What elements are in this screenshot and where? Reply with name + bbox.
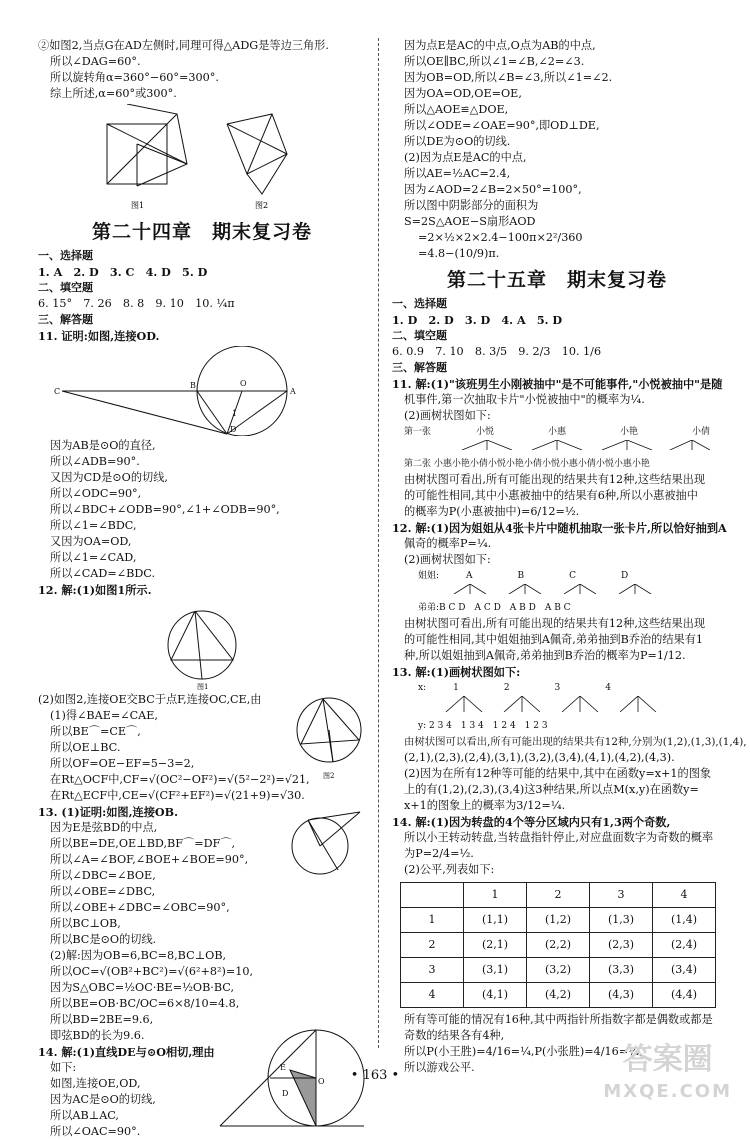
question-line: 12. 解:(1)如图1所示.	[38, 583, 152, 597]
table-cell: 4	[653, 883, 716, 908]
text-line: 所以图中阴影部分的面积为	[404, 199, 539, 212]
text-line: 因为OB=OD,所以∠B=∠3,所以∠1=∠2.	[404, 71, 613, 84]
table-cell: (3,1)	[464, 958, 527, 983]
text-line: 因为点E是AC的中点,O点为AB的中点,	[404, 39, 596, 52]
svg-text:O: O	[318, 1077, 325, 1086]
text-line: 所以BC是⊙O的切线.	[50, 933, 157, 946]
text-line: 所以AB⊥AC,	[50, 1109, 119, 1122]
section-heading: 一、选择题	[392, 297, 447, 310]
tree-row: x: 1 2 3 4	[418, 683, 612, 693]
text-line: 所以游戏公平.	[404, 1061, 475, 1074]
text-line: x+1的图象上的概率为3/12=¼.	[404, 799, 566, 812]
section-heading: 三、解答题	[392, 361, 447, 374]
text-line: 所以∠BDC+∠ODB=90°,∠1+∠ODB=90°,	[50, 503, 280, 516]
text-line: =4.8−(10/9)π.	[418, 247, 500, 260]
table-cell: (1,1)	[464, 908, 527, 933]
text-line: 如下:	[50, 1061, 77, 1074]
svg-text:E: E	[280, 1063, 286, 1072]
text-line: 因为E是弦BD的中点,	[50, 821, 158, 834]
table-cell: 2	[527, 883, 590, 908]
tree-diagram	[392, 680, 722, 734]
text-line: (1)得∠BAE=∠CAE,	[50, 709, 158, 722]
right-column	[392, 38, 747, 1076]
text-line: 所以∠1=∠BDC,	[50, 519, 137, 532]
text-line: 所以∠DAG=60°.	[50, 55, 141, 68]
text-line: 所以△AOE≌△DOE,	[404, 103, 509, 116]
text-line: 所以OF=OE−EF=5−3=2,	[50, 757, 195, 770]
table-cell: (1,4)	[653, 908, 716, 933]
q12-part2	[38, 692, 366, 804]
text-line: 的可能性相同,其中姐姐抽到A佩奇,弟弟抽到B乔治的结果有1	[404, 633, 704, 646]
text-line: (2,1),(2,3),(2,4),(3,1),(3,2),(3,4),(4,1),(4,2),(4,3).	[404, 751, 675, 764]
text-line: 因为AC是⊙O的切线,	[50, 1093, 156, 1106]
question-line: 11. 解:(1)"该班男生小刚被抽中"是不可能事件,"小悦被抽中"是随	[392, 377, 723, 391]
table-cell: (4,1)	[464, 983, 527, 1008]
q14-block	[38, 1044, 366, 1140]
text-line: 所以OC=√(OB²+BC²)=√(6²+8²)=10,	[50, 965, 254, 978]
inscribed-triangle-figure	[157, 600, 247, 690]
svg-text:D: D	[230, 425, 237, 434]
tree-branches	[392, 440, 712, 450]
text-line: 机事件,第一次抽取卡片"小悦被抽中"的概率为¼.	[404, 393, 645, 406]
text-line: (2)如图2,连接OE交BC于点F,连接OC,CE,由	[38, 693, 262, 706]
table-cell: 4	[401, 983, 464, 1008]
text-line: =2×½×2×2.4−100π×2²/360	[418, 231, 583, 244]
text-line: (2)解:因为OB=6,BC=8,BC⊥OB,	[50, 949, 227, 962]
circle-tangent-figure	[52, 346, 352, 436]
text-line: 如图,连接OE,OD,	[50, 1077, 141, 1090]
table-cell: 1	[401, 908, 464, 933]
table-cell: (2,1)	[464, 933, 527, 958]
text-line: 所以AE=½AC=2.4,	[404, 167, 511, 180]
question-line: 13. (1)证明:如图,连接OB.	[38, 805, 178, 819]
watermark-text: 答案圈	[622, 1042, 713, 1077]
table-cell: (4,3)	[590, 983, 653, 1008]
chapter-title: 第二十四章 期末复习卷	[91, 221, 312, 243]
text-line: 所以∠ODC=90°,	[50, 487, 142, 500]
rotation-figures	[87, 104, 317, 214]
circle-chord-figure	[293, 692, 365, 780]
text-line: 所以OE⊥BC.	[50, 741, 121, 754]
table-cell: (1,3)	[590, 908, 653, 933]
tree-diagram	[392, 568, 722, 616]
table-cell: (2,4)	[653, 933, 716, 958]
table-cell: (1,2)	[527, 908, 590, 933]
text-line: 即弦BD的长为9.6.	[50, 1029, 145, 1042]
text-line: 在Rt△ECF中,CE=√(CF²+EF²)=√(21+9)=√30.	[50, 789, 305, 802]
tree-row: y: 2 3 4 1 3 4 1 2 4 1 2 3	[418, 721, 548, 731]
answer-line: 1. A 2. D 3. C 4. D 5. D	[38, 265, 208, 279]
table-row	[401, 933, 716, 958]
text-line: 综上所述,α=60°或300°.	[50, 87, 177, 100]
text-line: 奇数的结果各有4种,	[404, 1029, 505, 1042]
table-cell: (3,2)	[527, 958, 590, 983]
section-heading: 一、选择题	[38, 249, 93, 262]
section-heading: 二、填空题	[38, 281, 93, 294]
text-line: (2)因为点E是AC的中点,	[404, 151, 527, 164]
figure-label: 图2	[255, 201, 269, 210]
text-line: 所以P(小王胜)=4/16=¼,P(小张胜)=4/16=¼,	[404, 1045, 643, 1058]
text-line: 所以BD=2BE=9.6,	[50, 1013, 154, 1026]
text-line: 因为OA=OD,OE=OE,	[404, 87, 522, 100]
answer-line: 6. 15° 7. 26 8. 8 9. 10 10. ¼π	[38, 297, 235, 310]
text-line: 所以∠DBC=∠BOE,	[50, 869, 156, 882]
chapter-title: 第二十五章 期末复习卷	[446, 269, 667, 291]
answer-line: 1. D 2. D 3. D 4. A 5. D	[392, 313, 563, 327]
table-cell: (2,2)	[527, 933, 590, 958]
text-line: 为P=2/4=½.	[404, 847, 474, 860]
text-line: 所以DE为⊙O的切线.	[404, 135, 511, 148]
section-heading: 三、解答题	[38, 313, 93, 326]
table-cell: (4,4)	[653, 983, 716, 1008]
table-cell: 3	[590, 883, 653, 908]
question-line: 13. 解:(1)画树状图如下:	[392, 665, 521, 679]
text-line: (2)因为在所有12种等可能的结果中,其中在函数y=x+1的图象	[404, 767, 712, 780]
text-line: 种,所以姐姐抽到A佩奇,弟弟抽到B乔治的概率为P=1/12.	[404, 649, 686, 662]
text-line: 佩奇的概率P=¼.	[404, 537, 492, 550]
text-line: 所以∠1=∠CAD,	[50, 551, 137, 564]
text-line: 所以∠A=∠BOF,∠BOE+∠BOE=90°,	[50, 853, 249, 866]
text-line: 又因为OA=OD,	[50, 535, 132, 548]
svg-text:O: O	[240, 379, 247, 388]
tree-row: 第一张 小悦 小惠 小艳 小倩	[404, 427, 711, 437]
text-line: 所以OE∥BC,所以∠1=∠B,∠2=∠3.	[404, 55, 585, 68]
table-cell: (3,4)	[653, 958, 716, 983]
text-line: 所以∠ADB=90°.	[50, 455, 140, 468]
text-line: 的概率为P(小惠被抽中)=6/12=½.	[404, 505, 580, 518]
text-line: 由树状图可以看出,所有可能出现的结果共有12种,分别为(1,2),(1,3),(1,4),	[404, 736, 747, 748]
tree-diagram	[392, 424, 722, 472]
text-line: 又因为CD是⊙O的切线,	[50, 471, 168, 484]
text-line: 所以BE=DE,OE⊥BD,BF⌒=DF⌒,	[50, 837, 236, 850]
table-cell: 1	[464, 883, 527, 908]
column-divider	[378, 38, 379, 1048]
svg-text:B: B	[190, 381, 196, 390]
svg-text:C: C	[54, 387, 61, 396]
tree-branches	[392, 584, 712, 594]
table-cell: (3,3)	[590, 958, 653, 983]
text-line: 所有等可能的情况有16种,其中两指针所指数字都是偶数或都是	[404, 1013, 713, 1026]
svg-text:A: A	[290, 387, 296, 396]
text-line: 所以BE⌒=CE⌒,	[50, 725, 141, 738]
question-line: 14. 解:(1)因为转盘的4个等分区域内只有1,3两个奇数,	[392, 815, 671, 829]
watermark-logo	[603, 1044, 732, 1108]
table-cell: (2,3)	[590, 933, 653, 958]
text-line: 所以BE=OB·BC/OC=6×8/10=4.8,	[50, 997, 240, 1010]
figure-label: 图1	[131, 201, 145, 210]
text-line: 因为S△OBC=½OC·BE=½OB·BC,	[50, 981, 235, 994]
tree-row: 第二张 小惠小艳小倩小悦小艳小倩小悦小惠小倩小悦小惠小艳	[404, 459, 650, 469]
table-header-row	[401, 883, 716, 908]
text-line: ②如图2,当点G在AD左侧时,同理可得△ADG是等边三角形.	[38, 39, 329, 52]
text-line: 所以∠OAC=90°.	[50, 1125, 141, 1138]
text-line: 所以∠OBE=∠DBC,	[50, 885, 156, 898]
figure-label: 图2	[323, 772, 335, 780]
text-line: 上的有(1,2),(2,3),(3,4)这3种结果,所以点M(x,y)在函数y=	[404, 783, 699, 796]
text-line: 所以∠ODE=∠OAE=90°,即OD⊥DE,	[404, 119, 600, 132]
text-line: 所以小王转动转盘,当转盘指针停止,对应盘面数字为奇数的概率	[404, 831, 714, 844]
text-line: 所以∠CAD=∠BDC.	[50, 567, 156, 580]
text-line: 因为AB是⊙O的直径,	[50, 439, 156, 452]
question-line: 12. 解:(1)因为姐姐从4张卡片中随机抽取一张卡片,所以恰好抽到A	[392, 521, 727, 535]
watermark-url: MXQE.COM	[603, 1081, 732, 1102]
text-line: (2)画树状图如下:	[404, 409, 491, 422]
text-line: (2)画树状图如下:	[404, 553, 491, 566]
text-line: (2)公平,列表如下:	[404, 863, 495, 876]
text-line: S=2S△AOE−S扇形AOD	[404, 215, 536, 228]
text-line: 因为∠AOD=2∠B=2×50°=100°,	[404, 183, 582, 196]
answer-line: 6. 0.9 7. 10 8. 3/5 9. 2/3 10. 1/6	[392, 345, 602, 358]
text-line: 所以旋转角α=360°−60°=300°.	[50, 71, 219, 84]
figure-label: 图1	[197, 683, 209, 690]
svg-text:1: 1	[232, 409, 238, 418]
page-number: • 163 •	[350, 1068, 400, 1083]
text-line: 由树状图可看出,所有可能出现的结果共有12种,这些结果出现	[404, 617, 706, 630]
table-cell: (4,2)	[527, 983, 590, 1008]
question-line: 11. 证明:如图,连接OD.	[38, 329, 160, 343]
outcome-table	[400, 882, 716, 1008]
table-row	[401, 958, 716, 983]
text-line: 在Rt△OCF中,CF=√(OC²−OF²)=√(5²−2²)=√21,	[50, 773, 310, 786]
table-row	[401, 983, 716, 1008]
text-line: 所以BC⊥OB,	[50, 917, 121, 930]
question-line: 14. 解:(1)直线DE与⊙O相切,理由	[38, 1045, 215, 1059]
table-cell	[401, 883, 464, 908]
section-heading: 二、填空题	[392, 329, 447, 342]
text-line: 的可能性相同,其中小惠被抽中的结果有6种,所以小惠被抽中	[404, 489, 698, 502]
table-cell: 3	[401, 958, 464, 983]
tree-row: 姐姐: A B C D	[418, 571, 629, 581]
left-column	[38, 38, 366, 1140]
svg-text:D: D	[282, 1089, 289, 1098]
q13-block	[38, 804, 366, 1044]
circle-tangent-bc-figure	[288, 804, 366, 884]
tree-row: 弟弟:B C D A C D A B D A B C	[418, 603, 571, 613]
table-cell: 2	[401, 933, 464, 958]
tree-branches	[392, 696, 712, 712]
text-line: 所以∠OBE+∠DBC=∠OBC=90°,	[50, 901, 230, 914]
text-line: 由树状图可看出,所有可能出现的结果共有12种,这些结果出现	[404, 473, 706, 486]
table-row	[401, 908, 716, 933]
